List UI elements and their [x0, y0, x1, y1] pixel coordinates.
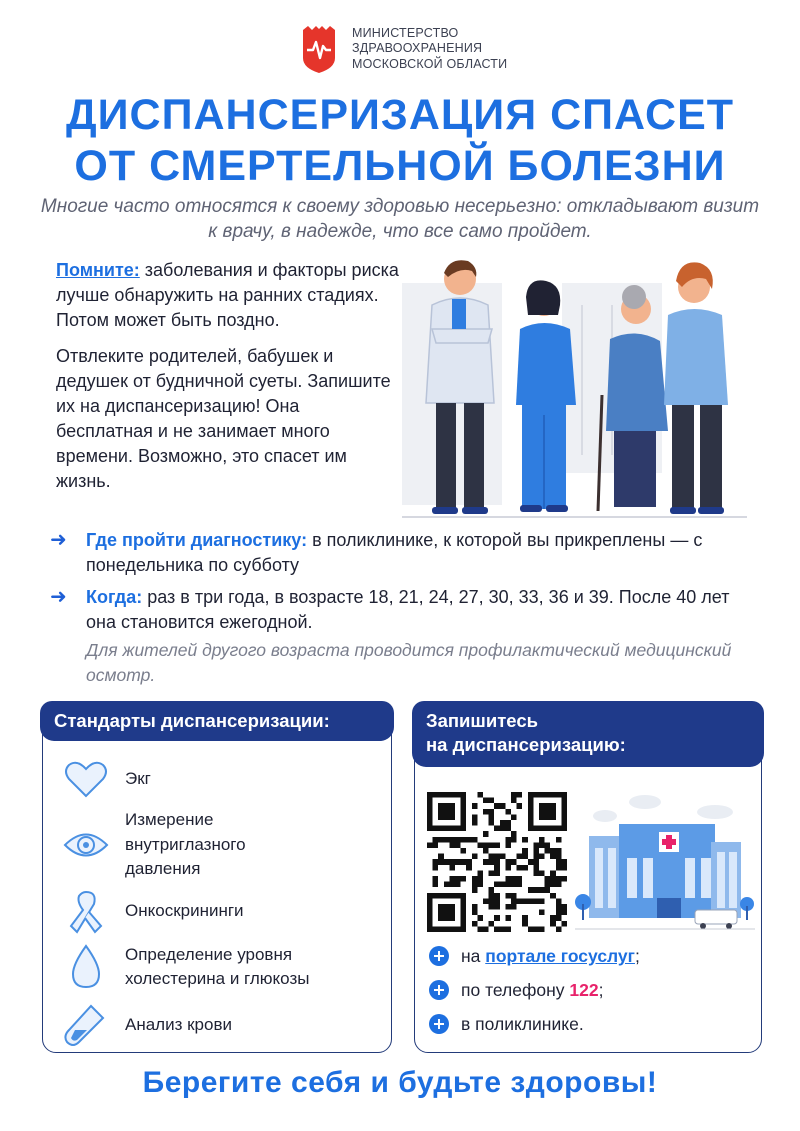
- org-line-1: МИНИСТЕРСТВО: [352, 25, 459, 40]
- ministry-name: [352, 26, 507, 73]
- plus-circle-icon: [429, 1014, 449, 1034]
- eye-icon: [61, 820, 111, 870]
- header: [300, 22, 507, 76]
- signup-portal-text: [461, 944, 640, 968]
- gosuslugi-portal-link[interactable]: портале госуслуг: [485, 946, 635, 966]
- where-info: [50, 528, 750, 578]
- standard-item-cholesterol: [61, 942, 375, 992]
- standard-item-eye-pressure: [61, 808, 295, 882]
- when-text-block: [86, 585, 750, 635]
- when-label: Когда:: [86, 587, 143, 607]
- signup-portal: [429, 944, 640, 968]
- standard-label: Онкоскрининги: [125, 900, 244, 920]
- test-tube-icon: [61, 1000, 111, 1050]
- standard-label: [125, 808, 295, 882]
- standards-heading: Стандарты диспансеризации:: [40, 701, 394, 741]
- standard-label: [125, 943, 375, 992]
- signup-heading-line-2: на диспансеризацию:: [426, 734, 626, 755]
- signup-phone-text: [461, 978, 603, 1002]
- standard-item-oncoscreening: [61, 886, 244, 936]
- phone-number[interactable]: 122: [569, 980, 599, 1000]
- phone-prefix: по телефону: [461, 980, 570, 1000]
- when-text: раз в три года, в возрасте 18, 21, 24, 27, 30, 33, 36 и 39. После 40 лет она становится ежегодной.: [86, 587, 730, 632]
- plus-circle-icon: [429, 980, 449, 1000]
- standard-label: Анализ крови: [125, 1014, 232, 1034]
- signup-clinic: [429, 1012, 584, 1036]
- remember-paragraph: [56, 258, 401, 333]
- signup-heading: [412, 701, 764, 767]
- arrow-icon: ➜: [50, 529, 67, 551]
- title-line-1: ДИСПАНСЕРИЗАЦИЯ СПАСЕТ: [65, 91, 735, 139]
- where-text-block: [86, 528, 750, 578]
- standard-item-blood-test: [61, 1000, 232, 1050]
- when-info: [50, 585, 750, 635]
- org-line-2: ЗДРАВООХРАНЕНИЯ: [352, 41, 483, 56]
- drop-icon: [61, 942, 111, 992]
- standard-label: Экг: [125, 768, 151, 788]
- signup-phone: [429, 978, 603, 1002]
- standard-label-text: Определение уровня холестерина и глюкозы: [125, 944, 310, 988]
- ribbon-icon: [61, 886, 111, 936]
- signup-clinic-text: в поликлинике.: [461, 1014, 584, 1034]
- medical-staff-illustration: [402, 255, 752, 525]
- plus-circle-icon: [429, 946, 449, 966]
- standard-item-ecg: [61, 754, 151, 804]
- where-label: Где пройти диагностику:: [86, 530, 308, 550]
- portal-prefix: на: [461, 946, 486, 966]
- where-text: в поликлинике, к которой вы прикреплены — с понедельника по субботу: [86, 530, 703, 575]
- page-title: [0, 90, 800, 192]
- standards-card: [42, 703, 392, 1053]
- intro-text: [56, 258, 401, 505]
- intro-paragraph-2: Отвлеките родителей, бабушек и дедушек от будничной суеты. Запишите их на диспансеризацию! Она бесплатная и не занимает много времени. Возможно, это спасет им жизнь.: [56, 346, 391, 491]
- age-note: Для жителей другого возраста проводится профилактический медицинский осмотр.: [86, 640, 732, 685]
- arrow-icon: ➜: [50, 586, 67, 608]
- remember-label: Помните:: [56, 260, 140, 280]
- ministry-logo-emblem: [300, 24, 338, 74]
- phone-suffix: ;: [598, 980, 604, 1000]
- qr-code[interactable]: [427, 792, 567, 932]
- title-line-2: ОТ СМЕРТЕЛЬНОЙ БОЛЕЗНИ: [74, 142, 726, 190]
- remember-text: заболевания и факторы риска лучше обнаружить на ранних стадиях. Потом может быть поздно.: [56, 260, 399, 330]
- org-line-3: МОСКОВСКОЙ ОБЛАСТИ: [352, 56, 508, 71]
- hospital-illustration: [575, 786, 755, 936]
- heart-icon: [61, 754, 111, 804]
- standard-label-text: Измерение внутриглазного давления: [125, 810, 246, 878]
- footer-slogan: Берегите себя и будьте здоровы!: [142, 1066, 658, 1099]
- signup-card: [414, 703, 762, 1053]
- subtitle: Многие часто относятся к своему здоровью несерьезно: откладывают визит к врачу, в надежде, что все само пройдет.: [40, 196, 760, 242]
- signup-heading-line-1: Запишитесь: [426, 710, 538, 731]
- portal-suffix: ;: [634, 946, 640, 966]
